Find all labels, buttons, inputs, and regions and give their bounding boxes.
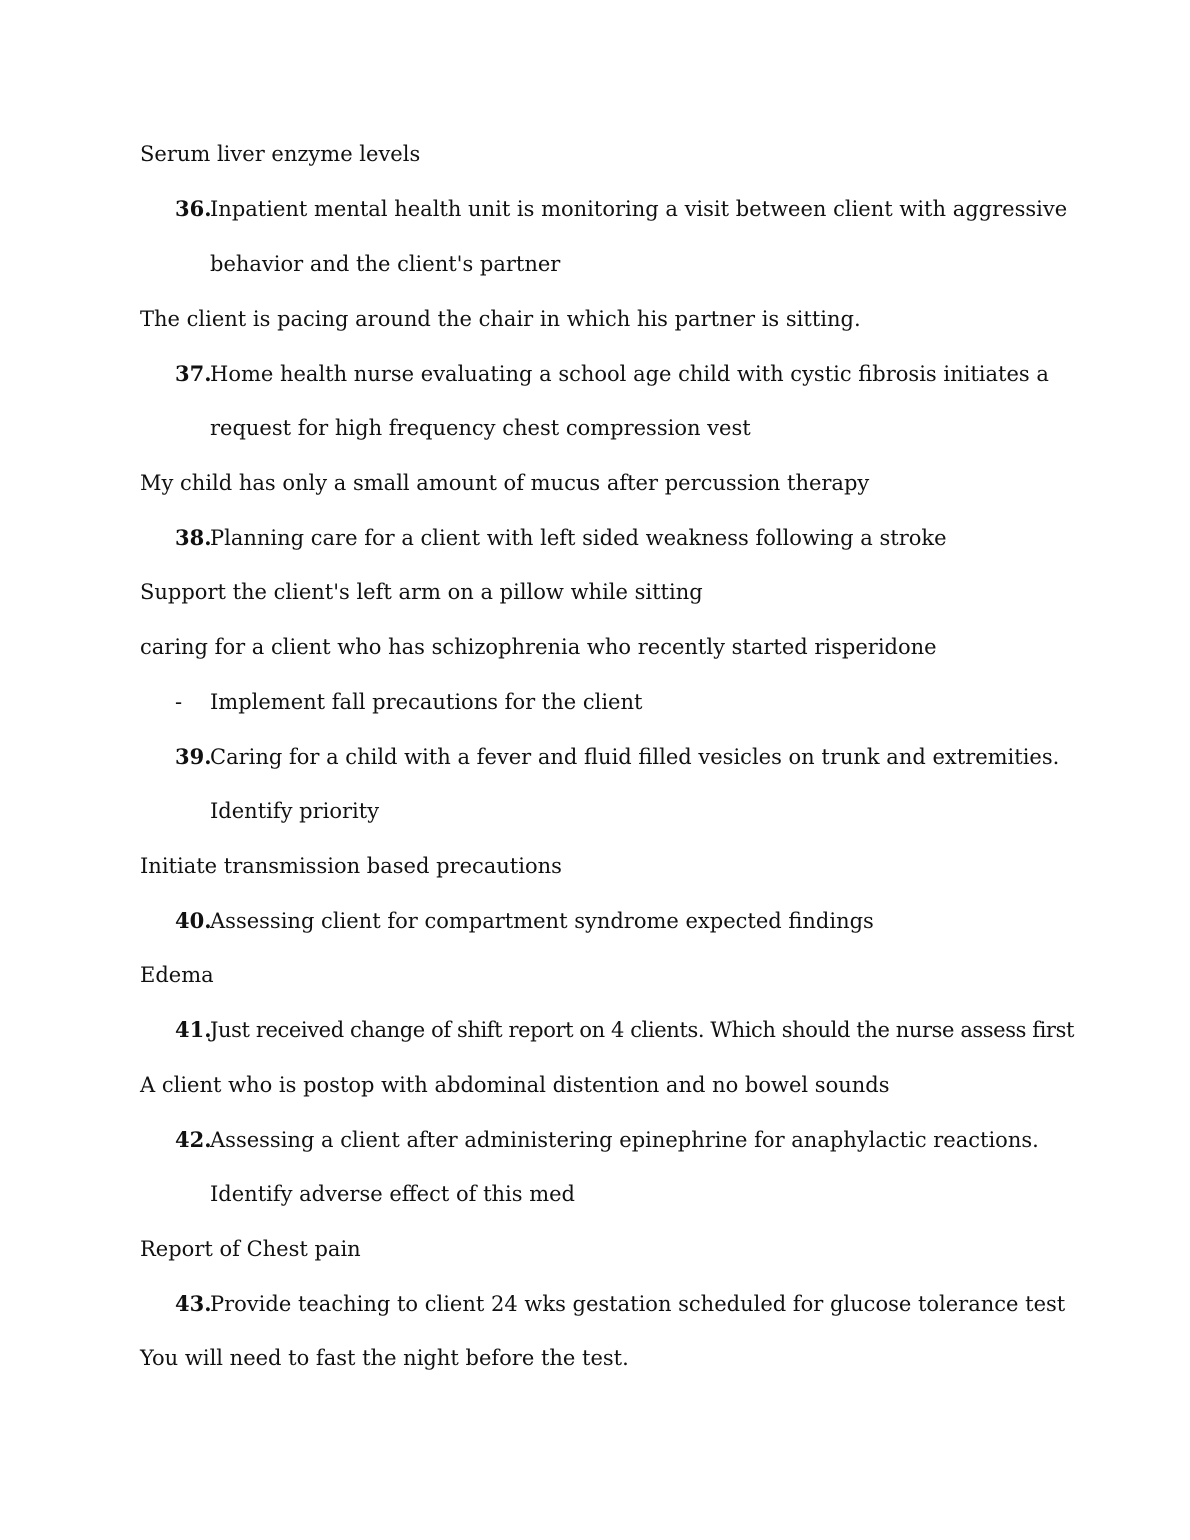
answer-text: The client is pacing around the chair in which his partner is sitting. bbox=[140, 307, 861, 331]
answer-text: Initiate transmission based precautions bbox=[140, 854, 562, 878]
answer-text: You will need to fast the night before the test. bbox=[140, 1346, 629, 1370]
answer-text: Serum liver enzyme levels bbox=[140, 142, 421, 166]
question-text: Inpatient mental health unit is monitoring a visit between client with aggressive bbox=[210, 197, 1068, 221]
dash-bullet: - bbox=[175, 690, 183, 714]
answer-text: A client who is postop with abdominal distention and no bowel sounds bbox=[140, 1073, 890, 1097]
question-number: 38. bbox=[175, 525, 212, 550]
question-text: Just received change of shift report on 4 clients. Which should the nurse assess first bbox=[210, 1018, 1074, 1042]
question-text: Home health nurse evaluating a school age child with cystic fibrosis initiates a bbox=[210, 362, 1049, 386]
question-text: Assessing a client after administering epinephrine for anaphylactic reactions. bbox=[210, 1128, 1039, 1152]
question-text-continued: request for high frequency chest compression vest bbox=[210, 416, 751, 440]
question-number: 36. bbox=[175, 196, 212, 221]
question-number: 41. bbox=[175, 1017, 212, 1042]
question-number: 43. bbox=[175, 1291, 212, 1316]
question-text-continued: Identify adverse effect of this med bbox=[210, 1182, 575, 1206]
question-text: Provide teaching to client 24 wks gestation scheduled for glucose tolerance test bbox=[210, 1292, 1066, 1316]
answer-text: Report of Chest pain bbox=[140, 1237, 361, 1261]
question-text-continued: behavior and the client's partner bbox=[210, 252, 561, 276]
question-text-continued: Identify priority bbox=[210, 799, 380, 823]
answer-text: My child has only a small amount of mucus after percussion therapy bbox=[140, 471, 870, 495]
question-number: 40. bbox=[175, 908, 212, 933]
question-number: 39. bbox=[175, 744, 212, 769]
bullet-text: Implement fall precautions for the client bbox=[210, 690, 643, 714]
question-text: Planning care for a client with left sided weakness following a stroke bbox=[210, 526, 947, 550]
question-number: 42. bbox=[175, 1127, 212, 1152]
question-text: Assessing client for compartment syndrome expected findings bbox=[210, 909, 874, 933]
answer-text: Support the client's left arm on a pillow while sitting bbox=[140, 580, 703, 604]
question-number: 37. bbox=[175, 361, 212, 386]
extra-question-text: caring for a client who has schizophrenia who recently started risperidone bbox=[140, 635, 937, 659]
question-text: Caring for a child with a fever and fluid filled vesicles on trunk and extremities. bbox=[210, 745, 1060, 769]
answer-text: Edema bbox=[140, 963, 214, 987]
